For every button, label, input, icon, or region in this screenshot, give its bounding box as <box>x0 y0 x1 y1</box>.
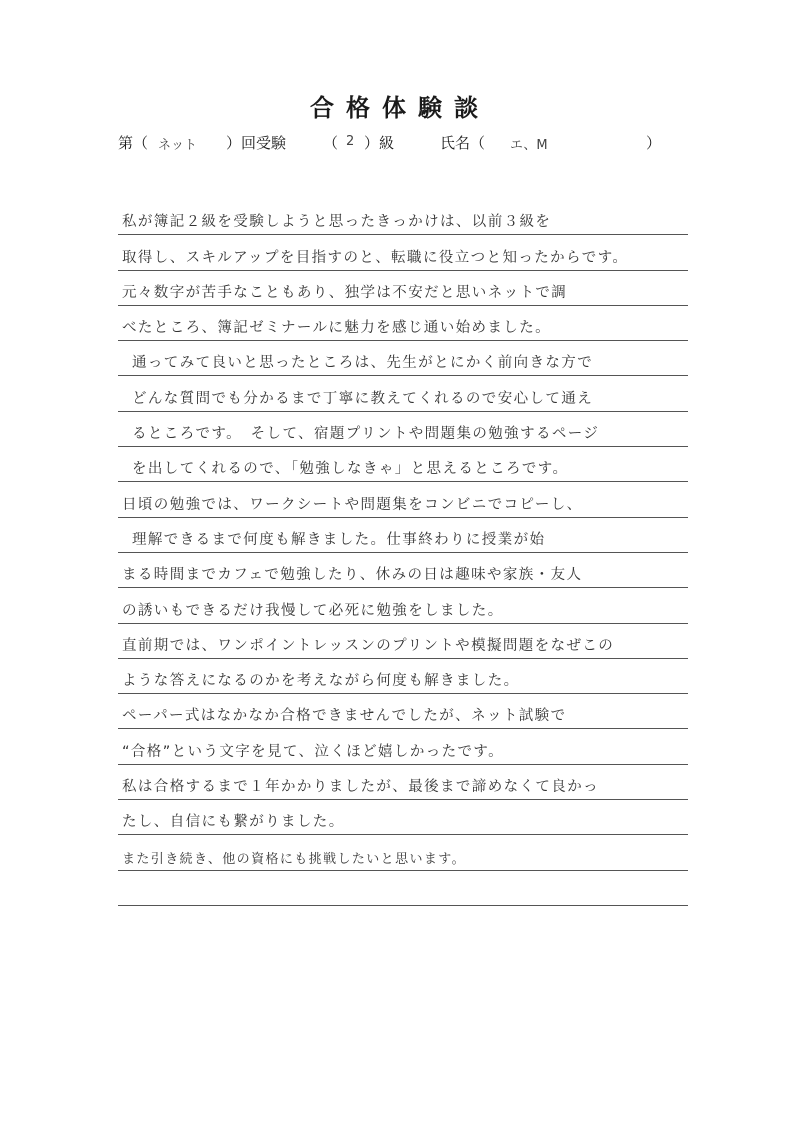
ruled-line <box>118 694 688 729</box>
grade-label: ）級 <box>364 134 395 152</box>
handwritten-line: 元々数字が苦手なこともあり、独学は不安だと思いネットで調 <box>122 284 568 301</box>
ruled-line <box>118 765 688 800</box>
ruled-line <box>118 800 688 835</box>
exam-number-label: 第（ <box>118 134 149 152</box>
ruled-line <box>118 871 688 906</box>
ruled-line <box>118 553 688 588</box>
ruled-line <box>118 518 688 553</box>
handwritten-line: 理解できるまで何度も解きました。仕事終わりに授業が始 <box>132 531 546 548</box>
ruled-line <box>118 306 688 341</box>
grade-open: （ <box>323 134 339 152</box>
handwritten-line: 取得し、スキルアップを目指すのと、転職に役立つと知ったからです。 <box>122 249 629 266</box>
ruled-text-area <box>118 200 688 906</box>
handwritten-line: まる時間までカフェで勉強したり、休みの日は趣味や家族・友人 <box>122 567 583 584</box>
handwritten-line: 私は合格するまで１年かかりましたが、最後まで諦めなくて良かっ <box>122 779 599 796</box>
ruled-line <box>118 235 688 270</box>
name-value: エ、M <box>510 138 548 153</box>
handwritten-line: たし、自信にも繋がりました。 <box>122 814 345 831</box>
handwritten-line: 日頃の勉強では、ワークシートや問題集をコンビニでコピーし、 <box>122 496 583 513</box>
handwritten-line: べたところ、簿記ゼミナールに魅力を感じ通い始めました。 <box>122 320 552 337</box>
header-row <box>118 132 678 158</box>
handwritten-line: 直前期では、ワンポイントレッスンのプリントや模擬問題をなぜこの <box>122 637 615 654</box>
exam-number-value: ネット <box>158 138 198 153</box>
name-label: 氏名（ <box>440 134 486 152</box>
handwritten-line: の誘いもできるだけ我慢して必死に勉強をしました。 <box>122 602 504 619</box>
ruled-line <box>118 624 688 659</box>
name-close: ） <box>646 134 662 152</box>
ruled-line <box>118 659 688 694</box>
page-title: 合格体験談 <box>310 93 490 122</box>
ruled-line <box>118 412 688 447</box>
handwritten-line: るところです。 そして、宿題プリントや問題集の勉強するページ <box>132 426 600 443</box>
ruled-line <box>118 447 688 482</box>
ruled-line <box>118 200 688 235</box>
handwritten-line: ような答えになるのかを考えながら何度も解きました。 <box>122 673 520 690</box>
handwritten-line: 私が簿記２級を受験しようと思ったきっかけは、以前３級を <box>122 214 552 231</box>
ruled-line <box>118 271 688 306</box>
handwritten-line: 通ってみて良いと思ったところは、先生がとにかく前向きな方で <box>132 355 594 372</box>
handwritten-line: “合格”という文字を見て、泣くほど嬉しかったです。 <box>122 743 505 760</box>
handwritten-line: また引き続き、他の資格にも挑戦したいと思います。 <box>122 851 467 867</box>
ruled-line <box>118 376 688 411</box>
ruled-line <box>118 588 688 623</box>
grade-value: 2 <box>346 134 355 149</box>
exam-session-label: ）回受験 <box>226 134 287 152</box>
handwritten-line: を出してくれるので、「勉強しなきゃ」と思えるところです。 <box>132 461 569 478</box>
handwritten-line: ペーパー式はなかなか合格できませんでしたが、ネット試験で <box>122 708 567 725</box>
ruled-line <box>118 835 688 870</box>
ruled-line <box>118 482 688 517</box>
handwritten-line: どんな質問でも分かるまで丁寧に教えてくれるので安心して通え <box>132 390 594 407</box>
ruled-line <box>118 729 688 764</box>
ruled-line <box>118 341 688 376</box>
